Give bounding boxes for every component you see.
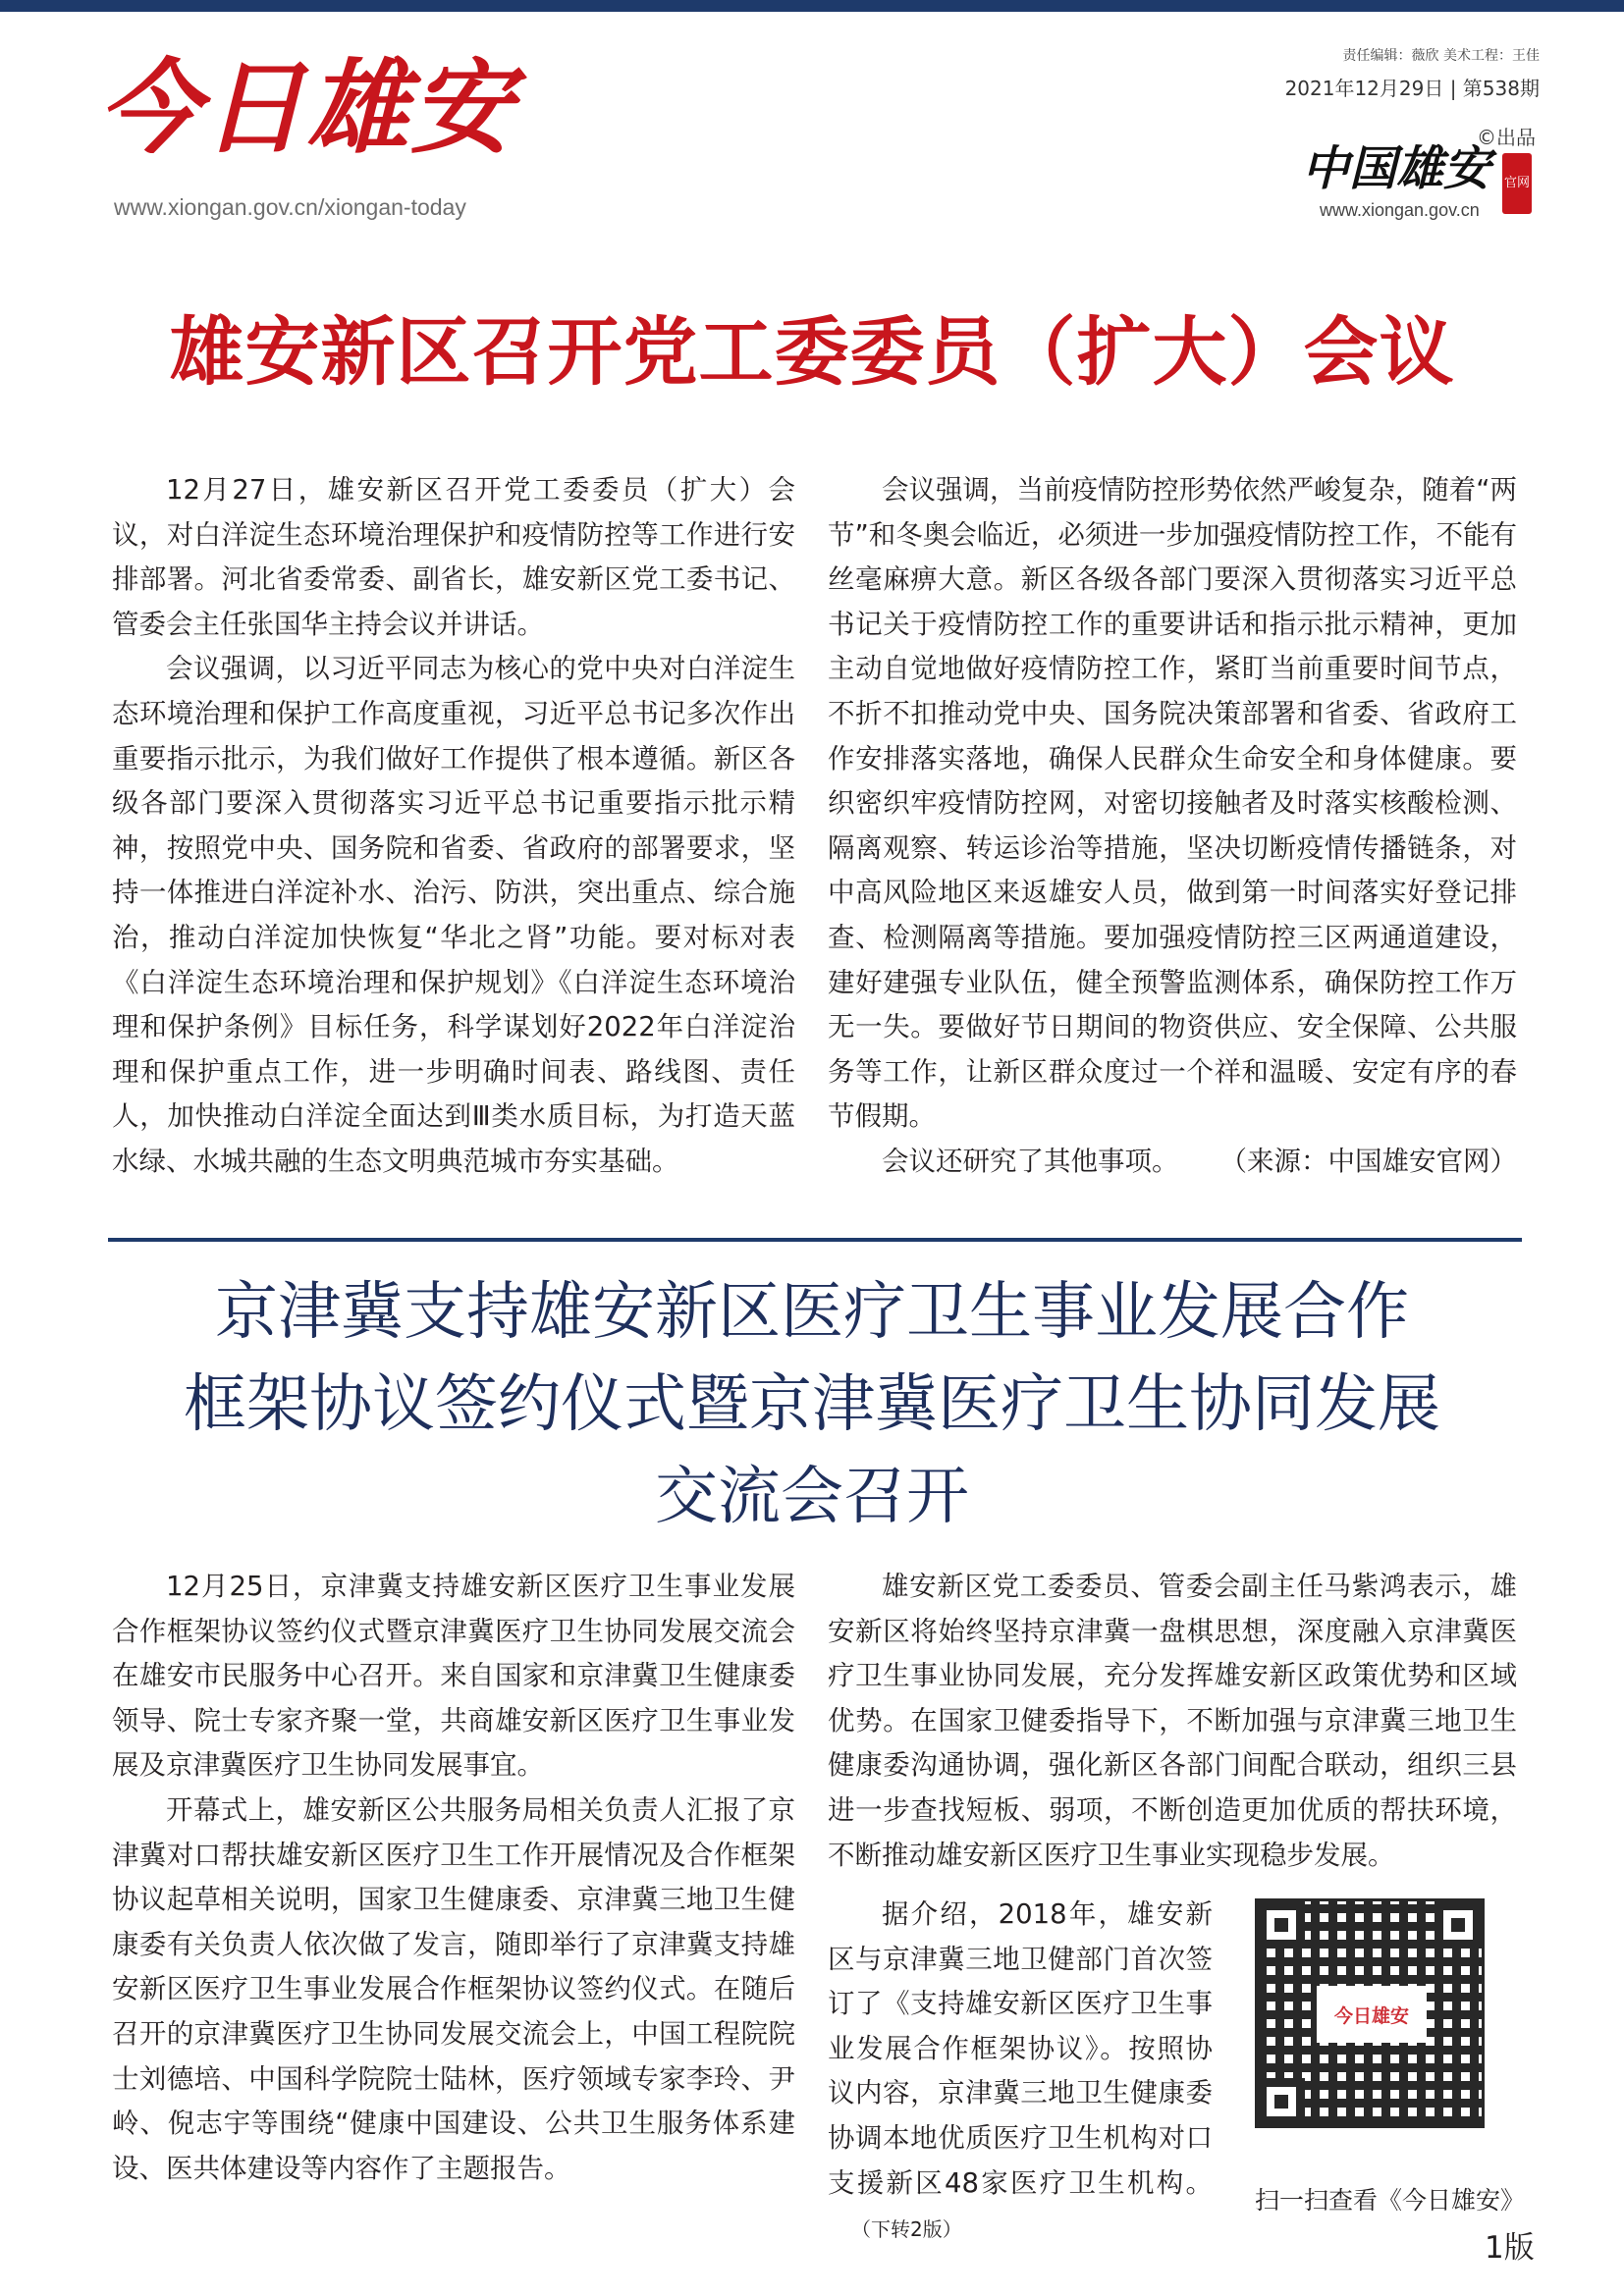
publisher-seal-text: 官网 — [1503, 175, 1530, 190]
qr-finder-pattern — [1435, 1901, 1482, 1949]
article1-source: （来源：中国雄安官网） — [1219, 1145, 1517, 1177]
article2-headline — [0, 1266, 1624, 1543]
article1-paragraph: 12月27日，雄安新区召开党工委委员（扩大）会议，对白洋淀生态环境治理保护和疫情防控等工作进行安排部署。河北省委常委、副省长，雄安新区党工委书记、管委会主任张国华主持会议并讲话。 — [112, 474, 795, 640]
qr-caption: 扫一扫查看《今日雄安》 — [1255, 2186, 1526, 2215]
top-color-bar — [0, 0, 1624, 12]
article2-paragraph-text: 据介绍，2018年，雄安新区与京津冀三地卫健部门首次签订了《支持雄安新区医疗卫生事业发展合作框架协议》。按照协议内容，京津冀三地卫生健康委协调本地优质医疗卫生机构对口支援新区48家医疗卫生机构。 — [828, 1898, 1213, 2199]
article1-headline: 雄安新区召开党工委委员（扩大）会议 — [169, 308, 1455, 396]
article2-right-narrow-column — [828, 1893, 1213, 2253]
article2-paragraph: 12月25日，京津冀支持雄安新区医疗卫生事业发展合作框架协议签约仪式暨京津冀医疗卫生协同发展交流会在雄安市民服务中心召开。来自国家和京津冀卫生健康委领导、院士专家齐聚一堂，共商雄安新区医疗卫生事业发展及京津冀医疗卫生协同发展事宜。 — [112, 1571, 795, 1782]
continued-label: （下转2版） — [851, 2217, 962, 2242]
article1-closing: 会议还研究了其他事项。 — [882, 1145, 1179, 1177]
article2-headline-line: 京津冀支持雄安新区医疗卫生事业发展合作 — [215, 1276, 1409, 1349]
article2-headline-line: 交流会召开 — [655, 1461, 969, 1533]
publisher-url[interactable]: www.xiongan.gov.cn — [1320, 200, 1480, 220]
article2-paragraph: 雄安新区党工委委员、管委会副主任马紫鸿表示，雄安新区将始终坚持京津冀一盘棋思想，深度融入京津冀医疗卫生事业协同发展，充分发挥雄安新区政策优势和区域优势。在国家卫健委指导下，不断加强与京津冀三地卫生健康委沟通协调，强化新区各部门间配合联动，组织三县进一步查找短板、弱项，不断创造更加优质的帮扶环境，不断推动雄安新区医疗卫生事业实现稳步发展。 — [828, 1571, 1517, 1871]
article1-paragraph: 会议强调，以习近平同志为核心的党中央对白洋淀生态环境治理和保护工作高度重视，习近平总书记多次作出重要指示批示，为我们做好工作提供了根本遵循。新区各级各部门要深入贯彻落实习近平总书记重要指示批示精神，按照党中央、国务院和省委、省政府的部署要求，坚持一体推进白洋淀补水、治污、防洪，突出重点、综合施治，推动白洋淀加快恢复“华北之肾”功能。要对标对表《白洋淀生态环境治理和保护规划》《白洋淀生态环境治理和保护条例》目标任务，科学谋划好2022年白洋淀治理和保护重点工作，进一步明确时间表、路线图、责任人，加快推动白洋淀全面达到Ⅲ类水质目标，为打造天蓝水绿、水城共融的生态文明典范城市夯实基础。 — [112, 653, 795, 1177]
article1-left-column — [112, 468, 795, 1185]
editor-credits: 责任编辑：薇欣 美术工程：王佳 — [1342, 48, 1540, 64]
qr-finder-pattern — [1258, 1901, 1305, 1949]
masthead-url[interactable]: www.xiongan.gov.cn/xiongan-today — [114, 194, 466, 220]
issue-date: 2021年12月29日 | 第538期 — [1284, 77, 1540, 100]
article1-right-column — [828, 468, 1517, 1185]
qr-center-logo: 今日雄安 — [1317, 1986, 1427, 2043]
publisher-logo: 中国雄安 — [1302, 141, 1491, 196]
qr-code[interactable] — [1255, 1898, 1485, 2128]
page-number: 1版 — [1485, 2230, 1535, 2266]
section-divider — [108, 1238, 1522, 1242]
article2-paragraph — [828, 1893, 1213, 2253]
article1-closing-line — [828, 1140, 1517, 1185]
masthead-logo: 今日雄安 — [98, 47, 515, 168]
publisher-seal — [1502, 153, 1532, 214]
produced-by-label: ©出品 — [1477, 126, 1536, 149]
article1-paragraph: 会议强调，当前疫情防控形势依然严峻复杂，随着“两节”和冬奥会临近，必须进一步加强疫情防控工作，不能有丝毫麻痹大意。新区各级各部门要深入贯彻落实习近平总书记关于疫情防控工作的重要讲话和指示批示精神，更加主动自觉地做好疫情防控工作，紧盯当前重要时间节点，不折不扣推动党中央、国务院决策部署和省委、省政府工作安排落实落地，确保人民群众生命安全和身体健康。要织密织牢疫情防控网，对密切接触者及时落实核酸检测、隔离观察、转运诊治等措施，坚决切断疫情传播链条，对中高风险地区来返雄安人员，做到第一时间落实好登记排查、检测隔离等措施。要加强疫情防控三区两通道建设，建好建强专业队伍，健全预警监测体系，确保防控工作万无一失。要做好节日期间的物资供应、安全保障、公共服务等工作，让新区群众度过一个祥和温暖、安定有序的春节假期。 — [828, 474, 1517, 1133]
article2-headline-line: 框架协议签约仪式暨京津冀医疗卫生协同发展 — [184, 1368, 1440, 1441]
article2-paragraph: 开幕式上，雄安新区公共服务局相关负责人汇报了京津冀对口帮扶雄安新区医疗卫生工作开展情况及合作框架协议起草相关说明，国家卫生健康委、京津冀三地卫生健康委有关负责人依次做了发言，随即举行了京津冀支持雄安新区医疗卫生事业发展合作框架协议签约仪式。在随后召开的京津冀医疗卫生协同发展交流会上，中国工程院院士刘德培、中国科学院院士陆林，医疗领域专家李玲、尹岭、倪志宇等围绕“健康中国建设、公共卫生服务体系建设、医共体建设等内容作了主题报告。 — [112, 1793, 795, 2184]
qr-finder-pattern — [1258, 2078, 1305, 2125]
article2-left-column — [112, 1565, 795, 2191]
article2-right-column — [828, 1565, 1517, 1878]
